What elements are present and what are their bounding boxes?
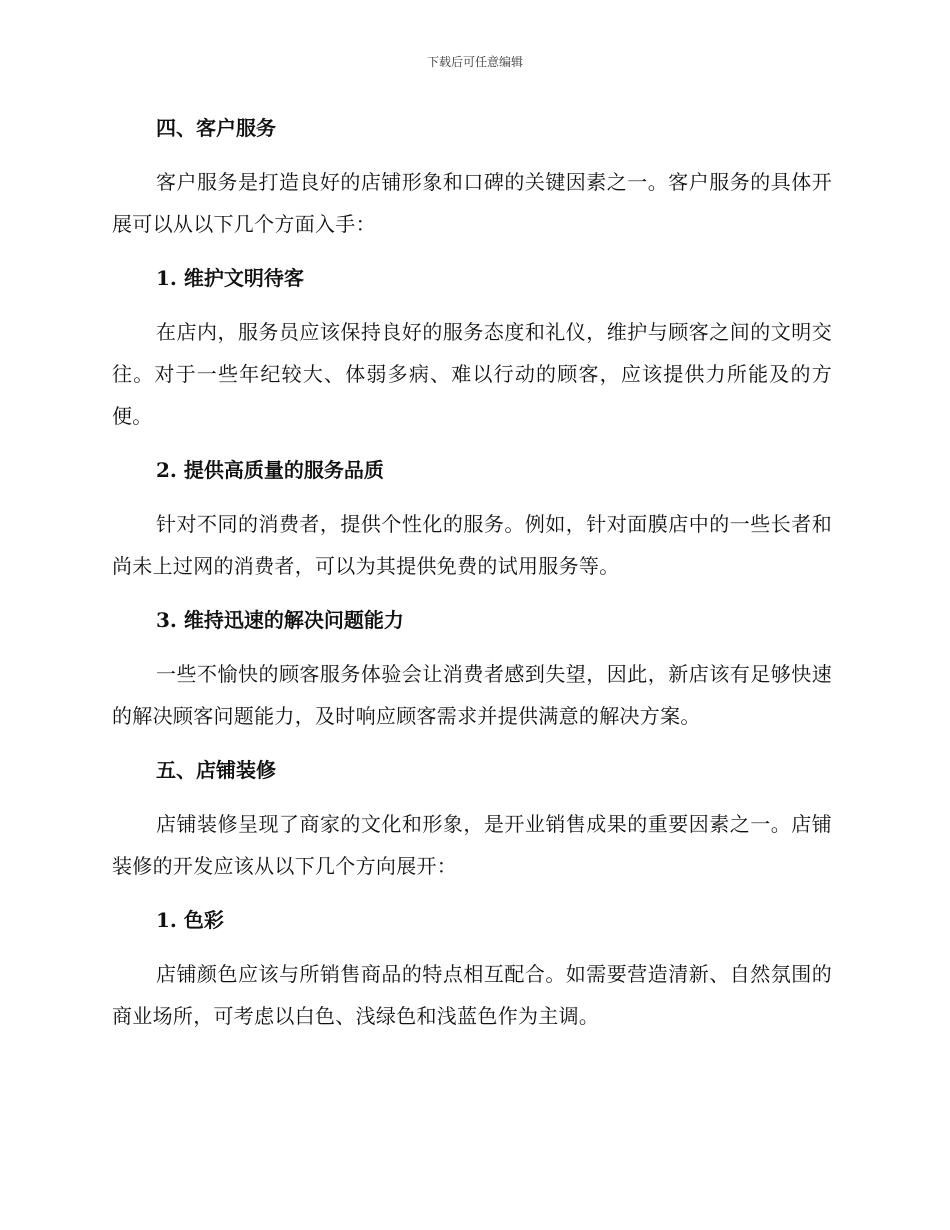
subheading-civil-hospitality: 1. 维护文明待客 (156, 266, 304, 290)
paragraph-civil-hospitality: 在店内，服务员应该保持良好的服务态度和礼仪，维护与顾客之间的文明交往。对于一些年纪较大、体弱多病、难以行动的顾客，应该提供力所能及的方便。 (112, 320, 832, 428)
section-heading-store-decoration: 五、店铺装修 (156, 758, 276, 782)
subheading-color: 1. 色彩 (156, 908, 224, 932)
paragraph-store-decoration-intro: 店铺装修呈现了商家的文化和形象，是开业销售成果的重要因素之一。店铺装修的开发应该从以下几个方向展开： (112, 812, 832, 878)
section-heading-customer-service: 四、客户服务 (156, 116, 276, 140)
paragraph-customer-service-intro: 客户服务是打造良好的店铺形象和口碑的关键因素之一。客户服务的具体开展可以从以下几个方面入手： (112, 170, 832, 236)
page-header: 下载后可任意编辑 (426, 55, 523, 69)
paragraph-color: 店铺颜色应该与所销售商品的特点相互配合。如需要营造清新、自然氛围的商业场所，可考虑以白色、浅绿色和浅蓝色作为主调。 (112, 962, 832, 1028)
subheading-service-quality: 2. 提供高质量的服务品质 (156, 458, 384, 482)
document-body (112, 108, 832, 1050)
paragraph-problem-solving: 一些不愉快的顾客服务体验会让消费者感到失望，因此，新店该有足够快速的解决顾客问题能力，及时响应顾客需求并提供满意的解决方案。 (112, 662, 832, 728)
subheading-problem-solving: 3. 维持迅速的解决问题能力 (156, 608, 404, 632)
paragraph-service-quality: 针对不同的消费者，提供个性化的服务。例如，针对面膜店中的一些长者和尚未上过网的消费者，可以为其提供免费的试用服务等。 (112, 512, 832, 578)
